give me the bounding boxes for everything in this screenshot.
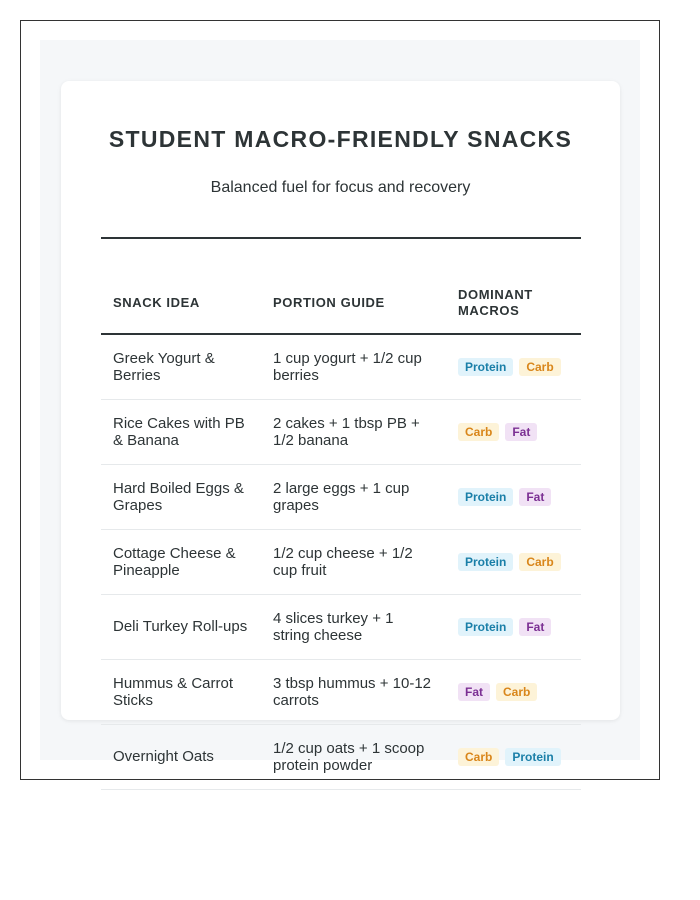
macro-badge-protein: Protein [505, 748, 560, 766]
snack-name: Rice Cakes with PB & Banana [101, 399, 261, 464]
table-row [101, 399, 581, 464]
page-subtitle: Balanced fuel for focus and recovery [210, 179, 471, 196]
table-header [101, 272, 581, 334]
macro-badge-carb: Carb [458, 748, 499, 766]
header-snack-idea: SNACK IDEA [101, 272, 261, 334]
macro-badge-fat: Fat [505, 423, 537, 441]
macro-badges [446, 659, 581, 724]
macro-badges [446, 724, 581, 789]
macro-badge-carb: Carb [519, 553, 560, 571]
portion-guide: 4 slices turkey + 1 string cheese [261, 594, 446, 659]
table-row [101, 529, 581, 594]
snack-name: Overnight Oats [101, 724, 261, 789]
snack-name: Cottage Cheese & Pineapple [101, 529, 261, 594]
macro-badge-fat: Fat [458, 683, 490, 701]
snack-name: Hard Boiled Eggs & Grapes [101, 464, 261, 529]
snack-name: Hummus & Carrot Sticks [101, 659, 261, 724]
table-row [101, 464, 581, 529]
macro-badge-carb: Carb [519, 358, 560, 376]
macro-badge-carb: Carb [496, 683, 537, 701]
macro-badge-protein: Protein [458, 618, 513, 636]
macro-badge-protein: Protein [458, 358, 513, 376]
macro-badges [446, 529, 581, 594]
table-row [101, 724, 581, 789]
macro-badge-fat: Fat [519, 488, 551, 506]
portion-guide: 3 tbsp hummus + 10-12 carrots [261, 659, 446, 724]
page-title: STUDENT MACRO-FRIENDLY SNACKS [108, 126, 573, 152]
macro-badges [446, 594, 581, 659]
snack-name: Deli Turkey Roll-ups [101, 594, 261, 659]
snack-table [101, 272, 581, 790]
snack-name: Greek Yogurt & Berries [101, 334, 261, 399]
portion-guide: 2 cakes + 1 tbsp PB + 1/2 banana [261, 399, 446, 464]
table-row [101, 334, 581, 399]
title-divider [101, 237, 581, 239]
macro-badges [446, 464, 581, 529]
macro-badge-protein: Protein [458, 553, 513, 571]
portion-guide: 2 large eggs + 1 cup grapes [261, 464, 446, 529]
macro-badge-fat: Fat [519, 618, 551, 636]
table-row [101, 594, 581, 659]
portion-guide: 1/2 cup oats + 1 scoop protein powder [261, 724, 446, 789]
header-dominant-macros: DOMINANT MACROS [446, 272, 581, 334]
macro-badges [446, 399, 581, 464]
table-body [101, 334, 581, 789]
macro-badges [446, 334, 581, 399]
portion-guide: 1/2 cup cheese + 1/2 cup fruit [261, 529, 446, 594]
macro-badge-carb: Carb [458, 423, 499, 441]
portion-guide: 1 cup yogurt + 1/2 cup berries [261, 334, 446, 399]
macro-badge-protein: Protein [458, 488, 513, 506]
header-portion-guide: PORTION GUIDE [261, 272, 446, 334]
table-row [101, 659, 581, 724]
